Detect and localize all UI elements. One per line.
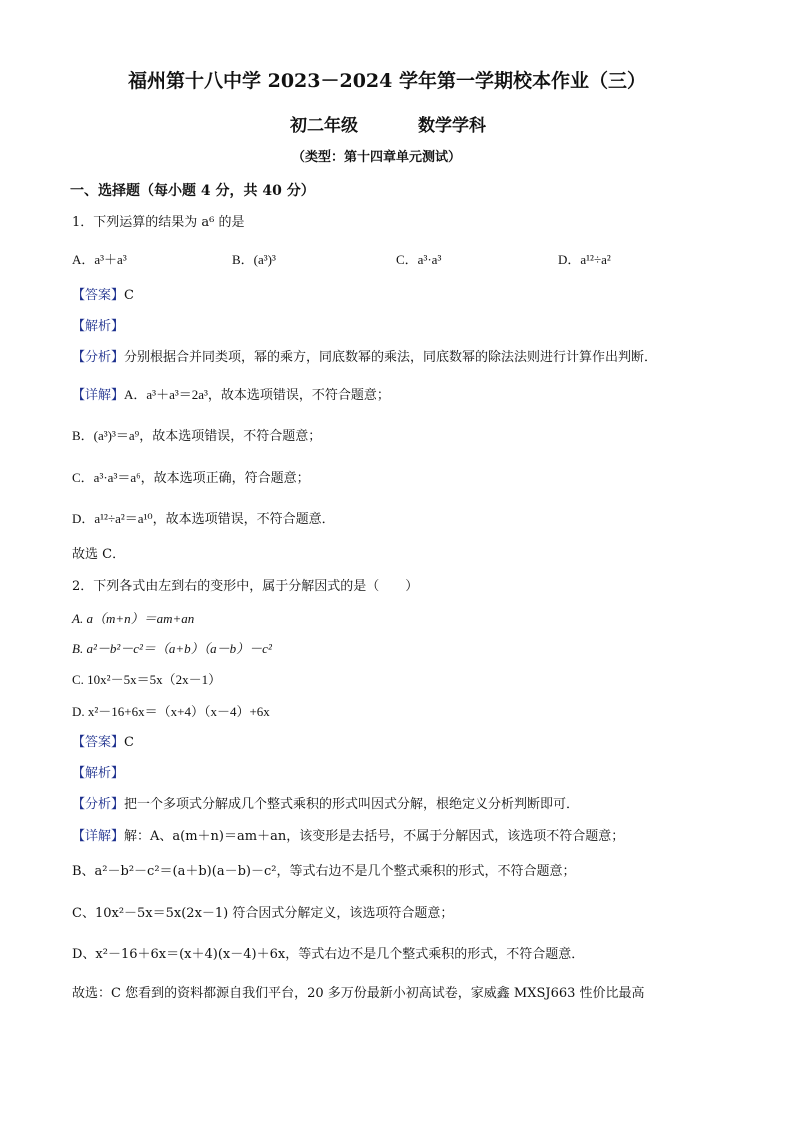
q1-conclusion: 故选 C． — [72, 547, 126, 562]
q1-option-b: B．(a³)³ — [232, 252, 276, 267]
subject-label: 数学学科 — [418, 116, 486, 136]
q1-detail-c: C．a³·a³＝a⁶，故本选项正确，符合题意； — [72, 470, 310, 485]
fenxi-text: 分别根据合并同类项，幂的乘方，同底数幂的乘法，同底数幂的除法法则进行计算作出判断． — [124, 350, 658, 365]
q2-option-a: A. a（m+n）＝am+an — [72, 611, 195, 626]
fenxi-text: 把一个多项式分解成几个整式乘积的形式叫因式分解，根绝定义分析判断即可． — [124, 797, 580, 812]
q1-detail-d: D．a¹²÷a²＝a¹⁰，故本选项错误，不符合题意． — [72, 511, 335, 526]
section-heading: 一、选择题（每小题 4 分，共 40 分） — [70, 183, 315, 199]
answer-value: C — [124, 735, 134, 750]
q1-answer — [72, 288, 134, 304]
q2-answer — [72, 735, 134, 751]
q1-detail-b: B．(a³)³＝a⁹，故本选项错误，不符合题意； — [72, 428, 322, 443]
q2-analysis-label: 【解析】 — [72, 766, 125, 781]
detail-a-text: A．a³＋a³＝2a³，故本选项错误，不符合题意； — [124, 387, 390, 402]
detail-a-text: 解：A、a(m＋n)＝am＋an，该变形是去括号，不属于分解因式，该选项不符合题意； — [124, 829, 625, 844]
answer-value: C — [124, 288, 134, 303]
q2-detail-b: B、a²－b²－c²＝(a＋b)(a－b)－c²，等式右边不是几个整式乘积的形式，不符合题意； — [72, 864, 576, 879]
q2-option-c: C. 10x²－5x＝5x（2x－1） — [72, 672, 222, 687]
q1-detail-a — [72, 387, 390, 404]
xiangjie-label: 【详解】 — [72, 829, 125, 844]
q1-option-c: C．a³·a³ — [396, 252, 442, 267]
xiangjie-label: 【详解】 — [72, 388, 125, 403]
q1-analysis-label: 【解析】 — [72, 319, 125, 334]
grade-label: 初二年级 — [290, 116, 358, 136]
page-footer-note: 故选：C 您看到的资料都源自我们平台，20 多万份最新小初高试卷，家威鑫 MXSJ663 性价比最高 — [72, 986, 645, 1001]
fenxi-label: 【分析】 — [72, 797, 125, 812]
answer-label: 【答案】 — [72, 288, 125, 303]
q2-option-b: B. a²－b²－c²＝（a+b）（a－b）－c² — [72, 641, 272, 656]
q2-detail-c: C、10x²－5x＝5x(2x－1) 符合因式分解定义，该选项符合题意； — [72, 906, 454, 921]
q2-detail-d: D、x²－16＋6x＝(x＋4)(x－4)＋6x，等式右边不是几个整式乘积的形式，不符合题意． — [72, 947, 585, 962]
q1-option-d: D．a¹²÷a² — [558, 252, 611, 267]
page-title: 福州第十八中学 2023－2024 学年第一学期校本作业（三） — [128, 70, 646, 92]
question-1-stem: 1．下列运算的结果为 a⁶ 的是 — [72, 215, 245, 230]
q2-fenxi — [72, 797, 579, 813]
type-note: （类型：第十四章单元测试） — [292, 150, 462, 165]
fenxi-label: 【分析】 — [72, 350, 125, 365]
q1-fenxi — [72, 350, 657, 366]
q1-option-a: A．a³＋a³ — [72, 252, 127, 267]
answer-label: 【答案】 — [72, 735, 125, 750]
q2-detail-a — [72, 829, 624, 845]
q2-option-d: D. x²－16+6x＝（x+4）（x－4）+6x — [72, 704, 270, 719]
question-2-stem: 2．下列各式由左到右的变形中，属于分解因式的是（ ） — [72, 579, 419, 594]
